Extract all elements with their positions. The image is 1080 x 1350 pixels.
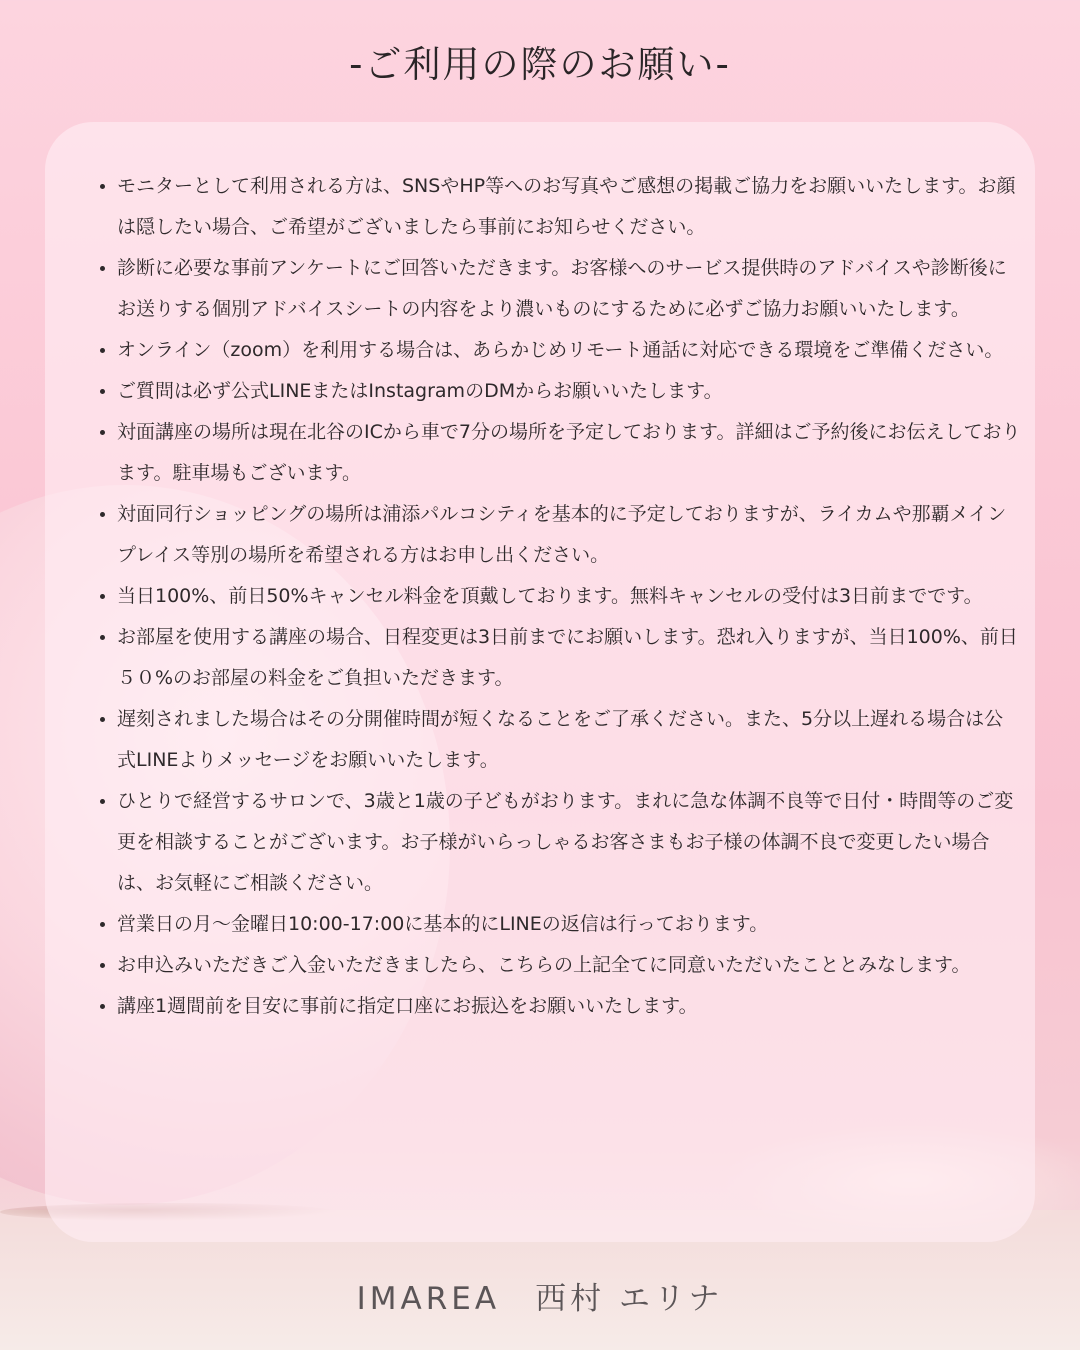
list-item: • ご質問は必ず公式LINEまたはInstagramのDMからお願いいたします。 bbox=[117, 371, 1022, 412]
list-item: • 講座1週間前を目安に事前に指定口座にお振込をお願いいたします。 bbox=[117, 986, 1022, 1027]
list-item: • お部屋を使用する講座の場合、日程変更は3日前までにお願いします。恐れ入りますが、当日100%、前日５０%のお部屋の料金をご負担いただきます。 bbox=[117, 617, 1022, 699]
notes-list bbox=[92, 166, 1022, 1027]
list-item: • 対面講座の場所は現在北谷のICから車で7分の場所を予定しております。詳細はご予約後にお伝えしております。駐車場もございます。 bbox=[117, 412, 1022, 494]
list-item: • モニターとして利用される方は、SNSやHP等へのお写真やご感想の掲載ご協力をお願いいたします。お顔は隠したい場合、ご希望がございましたら事前にお知らせください。 bbox=[117, 166, 1022, 248]
list-item: • ひとりで経営するサロンで、3歳と1歳の子どもがおります。まれに急な体調不良等で日付・時間等のご変更を相談することがございます。お子様がいらっしゃるお客さまもお子様の体調不良で変更したい場合は、お気軽にご相談ください。 bbox=[117, 781, 1022, 904]
footer-brand: IMAREA 西村 エリナ bbox=[356, 1281, 724, 1317]
list-item: • 営業日の月〜金曜日10:00-17:00に基本的にLINEの返信は行っております。 bbox=[117, 904, 1022, 945]
page-title: -ご利用の際のお願い- bbox=[349, 43, 731, 86]
list-item: • 遅刻されました場合はその分開催時間が短くなることをご了承ください。また、5分以上遅れる場合は公式LINEよりメッセージをお願いいたします。 bbox=[117, 699, 1022, 781]
list-item: • オンライン（zoom）を利用する場合は、あらかじめリモート通話に対応できる環境をご準備ください。 bbox=[117, 330, 1022, 371]
list-item: • 対面同行ショッピングの場所は浦添パルコシティを基本的に予定しておりますが、ライカムや那覇メインプレイス等別の場所を希望される方はお申し出ください。 bbox=[117, 494, 1022, 576]
list-item: • 診断に必要な事前アンケートにご回答いただきます。お客様へのサービス提供時のアドバイスや診断後にお送りする個別アドバイスシートの内容をより濃いものにするために必ずご協力お願いいたします。 bbox=[117, 248, 1022, 330]
list-item: • 当日100%、前日50%キャンセル料金を頂戴しております。無料キャンセルの受付は3日前までです。 bbox=[117, 576, 1022, 617]
list-item: • お申込みいただきご入金いただきましたら、こちらの上記全てに同意いただいたこととみなします。 bbox=[117, 945, 1022, 986]
